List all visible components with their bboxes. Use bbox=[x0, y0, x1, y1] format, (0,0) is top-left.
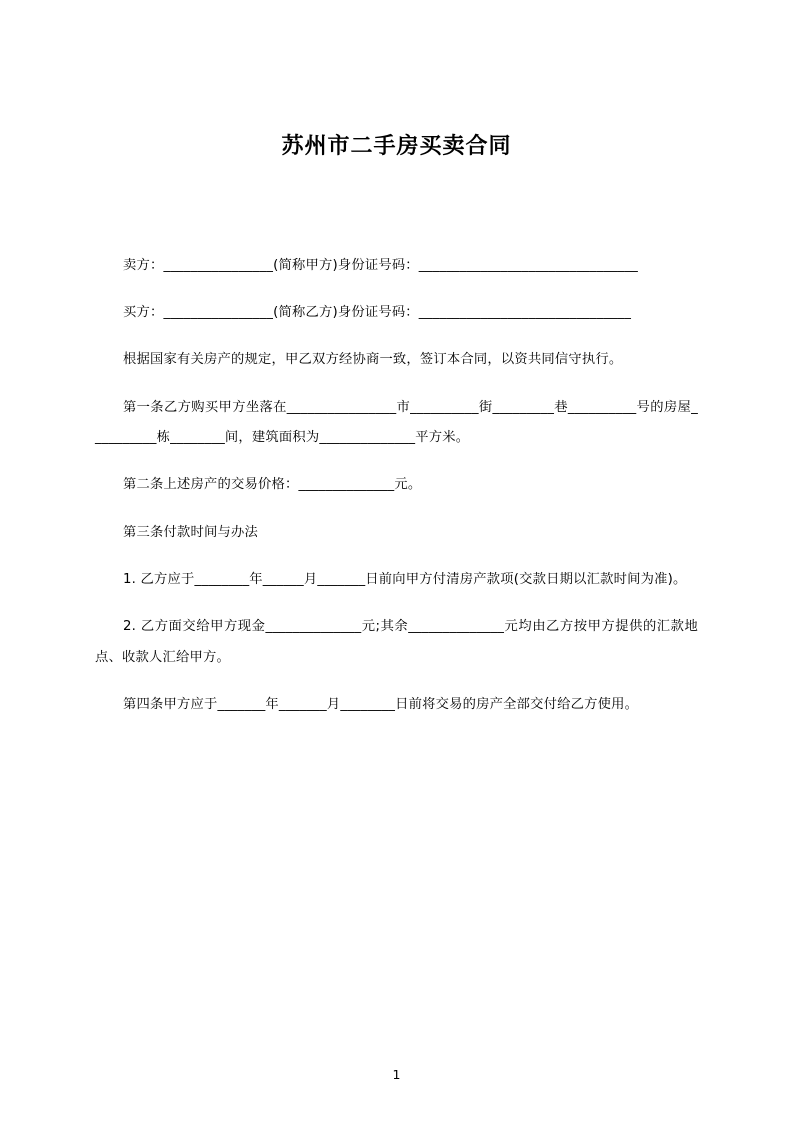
clause-three-item-2: 2. 乙方面交给甲方现金______________元;其余______________元均由乙方按甲方提供的汇款地点、收款人汇给甲方。 bbox=[95, 619, 698, 665]
seller-line: 卖方：________________(简称甲方)身份证号码：________________________________ bbox=[123, 257, 638, 273]
clause-one: 第一条乙方购买甲方坐落在________________市__________街_________巷__________号的房屋__________栋________间，建筑面积为______________平方米。 bbox=[95, 399, 698, 446]
clause-three-item-1: 1. 乙方应于________年______月_______日前向甲方付清房产款项(交款日期以汇款时间为准)。 bbox=[123, 571, 687, 587]
page-title: 苏州市二手房买卖合同 bbox=[281, 134, 512, 159]
clause-four: 第四条甲方应于_______年_______月________日前将交易的房产全部交付给乙方使用。 bbox=[123, 696, 639, 712]
clause-three-heading: 第三条付款时间与办法 bbox=[123, 524, 258, 540]
clause-two: 第二条上述房产的交易价格：______________元。 bbox=[123, 477, 422, 493]
page-number: 1 bbox=[392, 1067, 401, 1082]
preamble-paragraph: 根据国家有关房产的规定，甲乙双方经协商一致，签订本合同，以资共同信守执行。 bbox=[123, 352, 623, 368]
document-body bbox=[95, 251, 698, 720]
buyer-line: 买方：________________(简称乙方)身份证号码：_______________________________ bbox=[123, 305, 632, 321]
